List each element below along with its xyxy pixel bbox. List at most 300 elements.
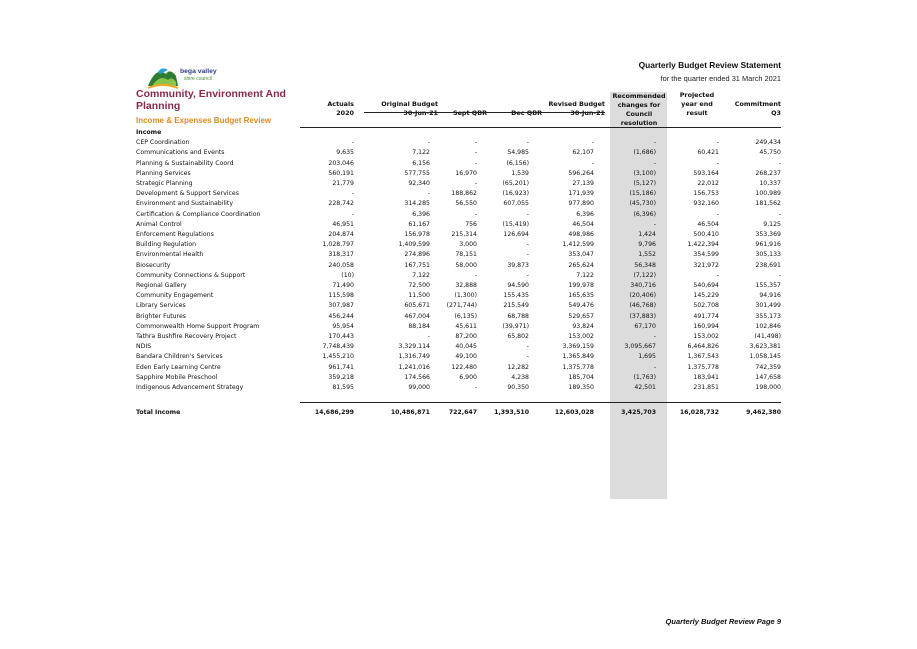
cell-value: 198,000 — [755, 384, 781, 392]
row-label: Tathra Bushfire Recovery Project — [136, 333, 237, 341]
cell-value — [656, 128, 719, 138]
cell-value: (5,127) — [633, 180, 656, 188]
cell-value: - — [778, 210, 781, 218]
cell-value — [719, 128, 781, 138]
cell-value: 355,173 — [755, 312, 781, 320]
row-label: Income — [136, 129, 162, 136]
row-label: Communications and Events — [136, 149, 225, 157]
cell-value: 39,873 — [507, 261, 529, 269]
table-row — [136, 169, 781, 179]
cell-value: 607,055 — [503, 200, 529, 208]
cell-value: - — [778, 271, 781, 279]
cell-value: 160,994 — [693, 322, 719, 330]
table-row — [136, 363, 781, 373]
cell-value: 540,694 — [693, 282, 719, 290]
cell-value: (6,135) — [454, 312, 477, 320]
cell-value — [354, 128, 430, 138]
cell-value: 307,987 — [328, 302, 354, 310]
cell-value: - — [351, 210, 354, 218]
department-title: Community, Environment And Planning — [136, 88, 286, 112]
cell-value: 183,941 — [693, 373, 719, 381]
cell-value: - — [653, 363, 656, 371]
cell-value: 7,122 — [412, 271, 430, 279]
table-row — [136, 312, 781, 322]
cell-value: 71,490 — [332, 282, 354, 290]
cell-value: - — [351, 139, 354, 147]
cell-value: 189,350 — [568, 384, 594, 392]
logo-line2: shire council — [184, 76, 212, 82]
cell-value: 115,598 — [328, 292, 354, 300]
cell-value: 301,499 — [755, 302, 781, 310]
cell-value: 156,753 — [693, 190, 719, 198]
cell-value: 1,365,849 — [562, 353, 594, 361]
row-label: Building Regulation — [136, 241, 197, 249]
cell-value: 45,611 — [455, 322, 477, 330]
header-line2 — [490, 100, 542, 109]
cell-value: (15,186) — [629, 190, 656, 198]
cell-value: (3,100) — [633, 169, 656, 177]
cell-value: - — [474, 384, 477, 392]
cell-value: (6,156) — [506, 159, 529, 167]
cell-value: 22,012 — [697, 180, 719, 188]
cell-value: - — [716, 139, 719, 147]
cell-value: 1,375,778 — [687, 363, 719, 371]
cell-value: 3,095,667 — [624, 343, 656, 351]
table-row — [136, 261, 781, 271]
col-commitment-header — [726, 91, 781, 118]
cell-value: 95,954 — [332, 322, 354, 330]
table-row — [136, 220, 781, 230]
cell-value: - — [526, 271, 529, 279]
cell-value: 12,282 — [507, 363, 529, 371]
cell-value: - — [716, 210, 719, 218]
cell-value — [477, 128, 529, 138]
cell-value: 56,550 — [455, 200, 477, 208]
cell-value: 81,595 — [332, 384, 354, 392]
header-line3: 30-Jun-21 — [403, 109, 438, 117]
cell-value: 231,851 — [693, 384, 719, 392]
cell-value — [594, 393, 656, 403]
table-row — [136, 291, 781, 301]
cell-value: 40,045 — [455, 343, 477, 351]
section-title: Income & Expenses Budget Review — [136, 116, 272, 125]
cell-value: 249,434 — [755, 139, 781, 147]
section-row-income — [136, 128, 781, 138]
cell-value: 6,156 — [412, 159, 430, 167]
spacer-row — [136, 393, 781, 403]
cell-value: 6,396 — [412, 210, 430, 218]
cell-value: 60,421 — [697, 149, 719, 157]
cell-value: 62,107 — [572, 149, 594, 157]
cell-value: 3,000 — [459, 241, 477, 249]
table-row — [136, 281, 781, 291]
row-label: Brighter Futures — [136, 312, 187, 320]
original-budget-header-rule — [364, 112, 605, 113]
cell-value: - — [474, 149, 477, 157]
cell-value: 199,978 — [568, 282, 594, 290]
cell-value: 456,244 — [328, 312, 354, 320]
cell-value: 78,151 — [455, 251, 477, 259]
table-row — [136, 159, 781, 169]
row-label: CEP Coordination — [136, 139, 190, 147]
cell-value: (46,768) — [629, 302, 656, 310]
cell-value: - — [716, 271, 719, 279]
row-label: Environment and Sustainability — [136, 200, 233, 208]
cell-value — [656, 393, 719, 403]
cell-value — [300, 128, 354, 138]
cell-value: 204,874 — [328, 231, 354, 239]
cell-value: 6,396 — [576, 210, 594, 218]
cell-value: (271,744) — [446, 302, 477, 310]
row-label: Regional Gallery — [136, 282, 187, 290]
cell-value: - — [526, 353, 529, 361]
row-label: Commonwealth Home Support Program — [136, 322, 260, 330]
row-label: Library Services — [136, 302, 186, 310]
cell-value: (37,883) — [629, 312, 656, 320]
cell-value: 340,716 — [630, 282, 656, 290]
cell-value: 742,359 — [755, 363, 781, 371]
cell-value: 58,000 — [455, 261, 477, 269]
cell-value: 56,348 — [634, 261, 656, 269]
cell-value: (1,300) — [454, 292, 477, 300]
cell-value — [594, 128, 656, 138]
cell-value: 7,748,439 — [322, 343, 354, 351]
header-line3: 2020 — [336, 109, 354, 117]
cell-value: 240,058 — [328, 261, 354, 269]
cell-value: 54,985 — [507, 149, 529, 157]
table-row — [136, 271, 781, 281]
cell-value: 577,755 — [404, 169, 430, 177]
header-line1 — [540, 91, 605, 100]
row-label: Development & Support Services — [136, 190, 239, 198]
row-label: Indigenous Advancement Strategy — [136, 384, 244, 392]
total-row — [136, 403, 781, 424]
cell-value: 7,122 — [576, 271, 594, 279]
cell-value: 72,500 — [408, 282, 430, 290]
cell-value: 42,501 — [634, 384, 656, 392]
cell-value: 605,671 — [404, 302, 430, 310]
cell-value: - — [474, 210, 477, 218]
cell-value: 305,133 — [755, 251, 781, 259]
cell-value: 16,970 — [455, 169, 477, 177]
report-title: Quarterly Budget Review Statement — [638, 60, 781, 70]
cell-value: 67,170 — [634, 322, 656, 330]
cell-value: 238,691 — [755, 261, 781, 269]
cell-value: 10,337 — [759, 180, 781, 188]
cell-value: 1,367,543 — [687, 353, 719, 361]
cell-value: 3,623,381 — [749, 343, 781, 351]
cell-value: 9,462,380 — [719, 403, 781, 424]
header-line3: Sept QBR — [452, 109, 487, 117]
cell-value: 1,422,394 — [687, 241, 719, 249]
header-line3: result — [686, 109, 708, 117]
cell-value: 45,750 — [759, 149, 781, 157]
cell-value: - — [591, 139, 594, 147]
cell-value: 596,264 — [568, 169, 594, 177]
cell-value: 359,218 — [328, 373, 354, 381]
cell-value: 6,464,826 — [687, 343, 719, 351]
row-label: Animal Control — [136, 220, 182, 228]
row-label: Environmental Health — [136, 251, 204, 259]
cell-value: 268,237 — [755, 169, 781, 177]
row-label: Biosecurity — [136, 261, 171, 269]
cell-value: 94,590 — [507, 282, 529, 290]
cell-value: - — [591, 159, 594, 167]
row-label: Eden Early Learning Centre — [136, 363, 221, 371]
cell-value: 156,978 — [404, 231, 430, 239]
cell-value: - — [526, 343, 529, 351]
cell-value: 92,340 — [408, 180, 430, 188]
cell-value: (7,122) — [633, 271, 656, 279]
header-line1 — [440, 91, 487, 100]
row-label: Certification & Compliance Coordination — [136, 210, 261, 218]
cell-value: (1,686) — [633, 149, 656, 157]
cell-value: (6,396) — [633, 210, 656, 218]
cell-value: - — [716, 159, 719, 167]
cell-value: 153,002 — [693, 333, 719, 341]
cell-value: 185,704 — [568, 373, 594, 381]
table-row — [136, 352, 781, 362]
table-row — [136, 148, 781, 158]
cell-value: 977,890 — [568, 200, 594, 208]
cell-value: 1,695 — [638, 353, 656, 361]
cell-value: 165,635 — [568, 292, 594, 300]
cell-value: (20,406) — [629, 292, 656, 300]
header-line1 — [726, 91, 781, 100]
cell-value: - — [653, 333, 656, 341]
cell-value: 27,139 — [572, 180, 594, 188]
cell-value: 1,552 — [638, 251, 656, 259]
report-subtitle: for the quarter ended 31 March 2021 — [660, 74, 781, 83]
row-label: Community Engagement — [136, 292, 214, 300]
table-row — [136, 138, 781, 148]
cell-value: 4,238 — [511, 373, 529, 381]
cell-value: 46,504 — [697, 220, 719, 228]
cell-value: 1,409,599 — [398, 241, 430, 249]
cell-value: 529,657 — [568, 312, 594, 320]
col-revised-budget-header — [540, 91, 605, 118]
cell-value: 1,393,510 — [477, 403, 529, 424]
cell-value: 321,972 — [693, 261, 719, 269]
table-row — [136, 240, 781, 250]
row-label: NDIS — [136, 343, 152, 351]
table-row — [136, 322, 781, 332]
cell-value: 100,989 — [755, 190, 781, 198]
bega-valley-council-logo — [146, 62, 236, 90]
cell-value: 93,824 — [572, 322, 594, 330]
cell-value: (65,201) — [502, 180, 529, 188]
header-line3: Q3 — [771, 109, 781, 117]
cell-value: 94,916 — [759, 292, 781, 300]
row-label: Strategic Planning — [136, 180, 193, 188]
cell-value: 1,412,599 — [562, 241, 594, 249]
row-label — [136, 393, 300, 403]
table-row — [136, 250, 781, 260]
cell-value: 7,122 — [412, 149, 430, 157]
cell-value: 1,424 — [638, 231, 656, 239]
header-line1 — [490, 91, 542, 100]
cell-value: 49,100 — [455, 353, 477, 361]
cell-value: - — [526, 210, 529, 218]
cell-value: 87,200 — [455, 333, 477, 341]
col-original-budget-header — [362, 91, 438, 118]
cell-value: 314,285 — [404, 200, 430, 208]
cell-value — [300, 393, 354, 403]
cell-value: 3,369,159 — [562, 343, 594, 351]
cell-value — [529, 128, 594, 138]
cell-value: 171,939 — [568, 190, 594, 198]
row-label: Planning & Sustainability Coord — [136, 159, 234, 167]
cell-value: 181,562 — [755, 200, 781, 208]
cell-value: 32,888 — [455, 282, 477, 290]
cell-value: 68,788 — [507, 312, 529, 320]
header-line2: Revised Budget — [548, 100, 605, 108]
cell-value: 65,802 — [507, 333, 529, 341]
header-line2: Actuals — [327, 100, 354, 108]
header-line2: year end — [681, 100, 713, 108]
cell-value: 467,004 — [404, 312, 430, 320]
header-line2: Commitment — [734, 100, 781, 108]
header-line1 — [362, 91, 438, 100]
row-label: Total Income — [136, 409, 181, 417]
cell-value: 174,566 — [404, 373, 430, 381]
cell-value: 498,986 — [568, 231, 594, 239]
cell-value: 46,504 — [572, 220, 594, 228]
cell-value: (10) — [341, 271, 354, 279]
table-row — [136, 332, 781, 342]
cell-value: 11,500 — [408, 292, 430, 300]
cell-value: 961,916 — [755, 241, 781, 249]
cell-value: 1,028,797 — [322, 241, 354, 249]
cell-value: 10,486,871 — [354, 403, 430, 424]
cell-value: - — [427, 139, 430, 147]
cell-value: 21,779 — [332, 180, 354, 188]
cell-value: - — [653, 220, 656, 228]
header-line2: Original Budget — [381, 100, 438, 108]
col-actuals-header — [300, 91, 354, 118]
cell-value: 1,241,016 — [398, 363, 430, 371]
table-row — [136, 373, 781, 383]
cell-value: - — [427, 333, 430, 341]
cell-value: 155,357 — [755, 282, 781, 290]
cell-value: 560,191 — [328, 169, 354, 177]
cell-value: - — [427, 190, 430, 198]
cell-value: - — [526, 251, 529, 259]
header-line1: Projected — [679, 91, 715, 99]
cell-value: 932,160 — [693, 200, 719, 208]
cell-value — [529, 393, 594, 403]
cell-value — [719, 393, 781, 403]
cell-value: 126,694 — [503, 231, 529, 239]
cell-value: (45,730) — [629, 200, 656, 208]
cell-value: 1,375,778 — [562, 363, 594, 371]
cell-value: 153,002 — [568, 333, 594, 341]
header-line1: Recommended — [612, 92, 666, 100]
col-projected-result-header — [672, 91, 722, 118]
header-line1 — [300, 91, 354, 100]
cell-value: 265,624 — [568, 261, 594, 269]
cell-value: (15,419) — [502, 220, 529, 228]
col-dec-qbr-header — [490, 91, 542, 118]
cell-value: 215,314 — [451, 231, 477, 239]
cell-value: 155,435 — [503, 292, 529, 300]
table-row — [136, 189, 781, 199]
cell-value: 228,742 — [328, 200, 354, 208]
cell-value: 549,476 — [568, 302, 594, 310]
cell-value: 961,741 — [328, 363, 354, 371]
header-line3: 30-Jun-21 — [570, 109, 605, 117]
cell-value: 167,751 — [404, 261, 430, 269]
cell-value: 203,046 — [328, 159, 354, 167]
cell-value: 500,410 — [693, 231, 719, 239]
cell-value: 16,028,732 — [656, 403, 719, 424]
cell-value: 1,455,210 — [322, 353, 354, 361]
cell-value: - — [778, 159, 781, 167]
cell-value: 318,317 — [328, 251, 354, 259]
cell-value: - — [526, 241, 529, 249]
cell-value: 502,708 — [693, 302, 719, 310]
cell-value: 1,058,145 — [749, 353, 781, 361]
cell-value: 88,184 — [408, 322, 430, 330]
cell-value: 3,425,703 — [594, 403, 656, 424]
cell-value: 722,647 — [430, 403, 477, 424]
cell-value: 99,000 — [408, 384, 430, 392]
cell-value — [430, 128, 477, 138]
cell-value: 6,900 — [459, 373, 477, 381]
cell-value: 188,862 — [451, 190, 477, 198]
cell-value: 147,658 — [755, 373, 781, 381]
row-label: Enforcement Regulations — [136, 231, 214, 239]
cell-value: 491,774 — [693, 312, 719, 320]
cell-value: 3,329,114 — [398, 343, 430, 351]
header-line2: changes for — [617, 101, 661, 109]
cell-value: - — [474, 139, 477, 147]
logo-line1: bega valley — [180, 68, 217, 75]
cell-value: - — [474, 180, 477, 188]
table-row — [136, 179, 781, 189]
table-row — [136, 210, 781, 220]
table-row — [136, 199, 781, 209]
cell-value: - — [653, 139, 656, 147]
cell-value — [354, 393, 430, 403]
row-label: Planning Services — [136, 169, 191, 177]
cell-value: - — [474, 159, 477, 167]
row-label: Community Connections & Support — [136, 271, 246, 279]
cell-value: - — [653, 159, 656, 167]
row-label: Bandara Children's Services — [136, 353, 223, 361]
cell-value: (16,923) — [502, 190, 529, 198]
cell-value: 122,480 — [451, 363, 477, 371]
cell-value — [430, 393, 477, 403]
cell-value: 353,047 — [568, 251, 594, 259]
table-row — [136, 383, 781, 393]
cell-value: 593,164 — [693, 169, 719, 177]
cell-value: (41,498) — [754, 333, 781, 341]
col-recommended-changes-header — [608, 92, 670, 128]
cell-value: 102,846 — [755, 322, 781, 330]
table-row — [136, 342, 781, 352]
row-label: Sapphire Mobile Preschool — [136, 373, 218, 381]
cell-value: - — [526, 139, 529, 147]
cell-value: 9,796 — [638, 241, 656, 249]
cell-value: 61,167 — [408, 220, 430, 228]
cell-value — [477, 393, 529, 403]
cell-value: 12,603,028 — [529, 403, 594, 424]
page-footer: Quarterly Budget Review Page 9 — [665, 617, 781, 626]
table-row — [136, 301, 781, 311]
cell-value: 170,443 — [328, 333, 354, 341]
header-line3: Council resolution — [620, 110, 658, 127]
